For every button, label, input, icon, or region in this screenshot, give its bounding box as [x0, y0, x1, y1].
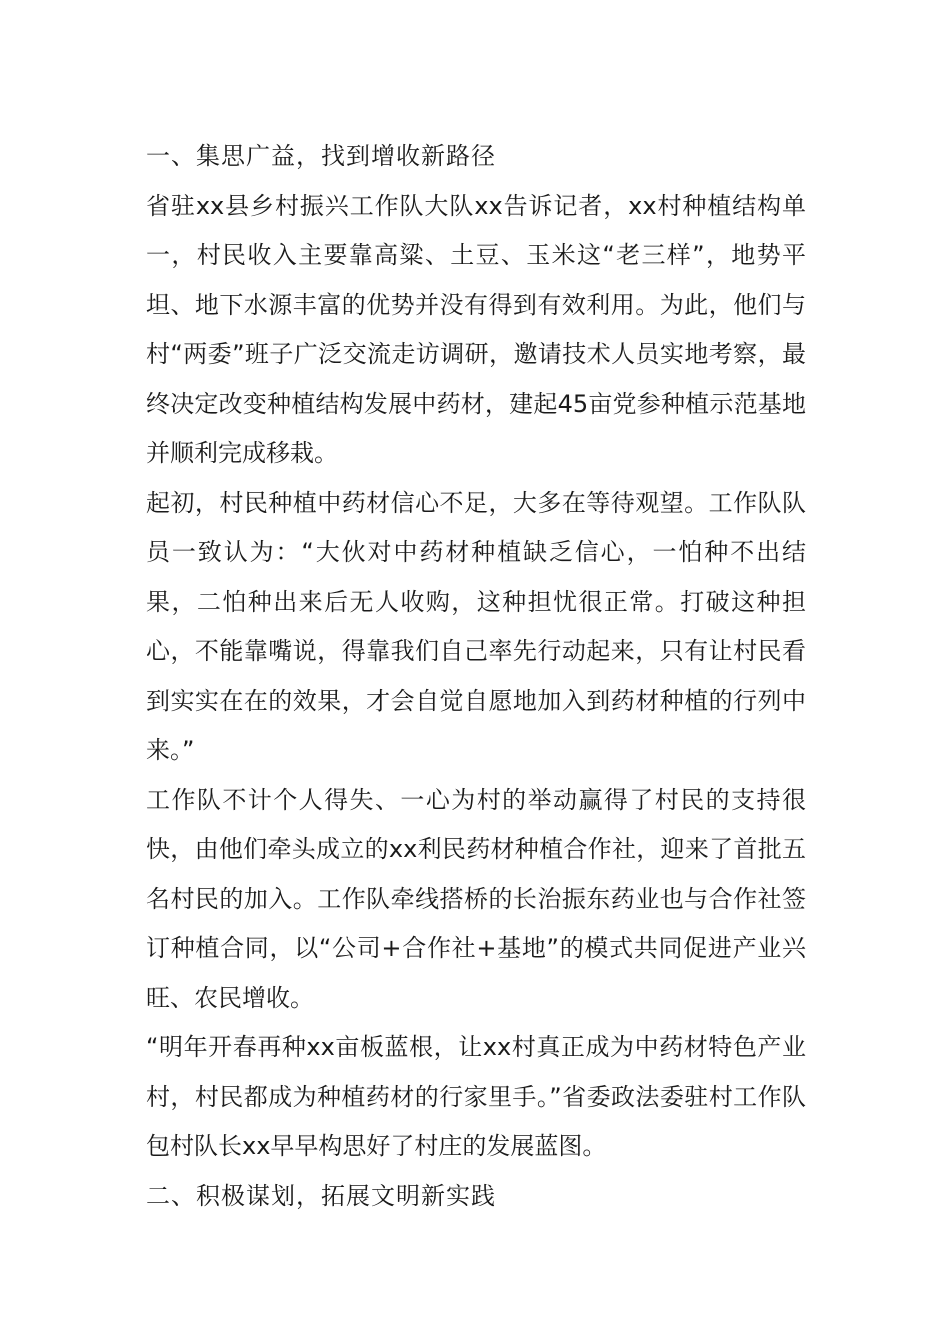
document-body: [146, 132, 806, 1221]
paragraph-2: 起初，村民种植中药材信心不足，大多在等待观望。工作队队员一致认为：“大伙对中药材种植缺乏信心，一怕种不出结果，二怕种出来后无人收购，这种担忧很正常。打破这种担心，不能靠嘴说，得靠我们自己率先行动起来，只有让村民看到实实在在的效果，才会自觉自愿地加入到药材种植的行列中来。”: [146, 488, 806, 764]
section-heading-1: 一、集思广益，找到增收新路径: [146, 142, 496, 170]
paragraph-1: 省驻xx县乡村振兴工作队大队xx告诉记者，xx村种植结构单一，村民收入主要靠高粱、土豆、玉米这“老三样”，地势平坦、地下水源丰富的优势并没有得到有效利用。为此，他们与村“两委”班子广泛交流走访调研，邀请技术人员实地考察，最终决定改变种植结构发展中药材，建起45亩党参种植示范基地并顺利完成移栽。: [146, 191, 806, 467]
section-heading-2: 二、积极谋划，拓展文明新实践: [146, 1181, 496, 1210]
paragraph-3: 工作队不计个人得失、一心为村的举动赢得了村民的支持很快，由他们牵头成立的xx利民药材种植合作社，迎来了首批五名村民的加入。工作队牵线搭桥的长治振东药业也与合作社签订种植合同，以“公司+合作社+基地”的模式共同促进产业兴旺、农民增收。: [146, 785, 806, 1012]
paragraph-4: “明年开春再种xx亩板蓝根，让xx村真正成为中药材特色产业村，村民都成为种植药材的行家里手。”省委政法委驻村工作队包村队长xx早早构思好了村庄的发展蓝图。: [146, 1033, 806, 1160]
